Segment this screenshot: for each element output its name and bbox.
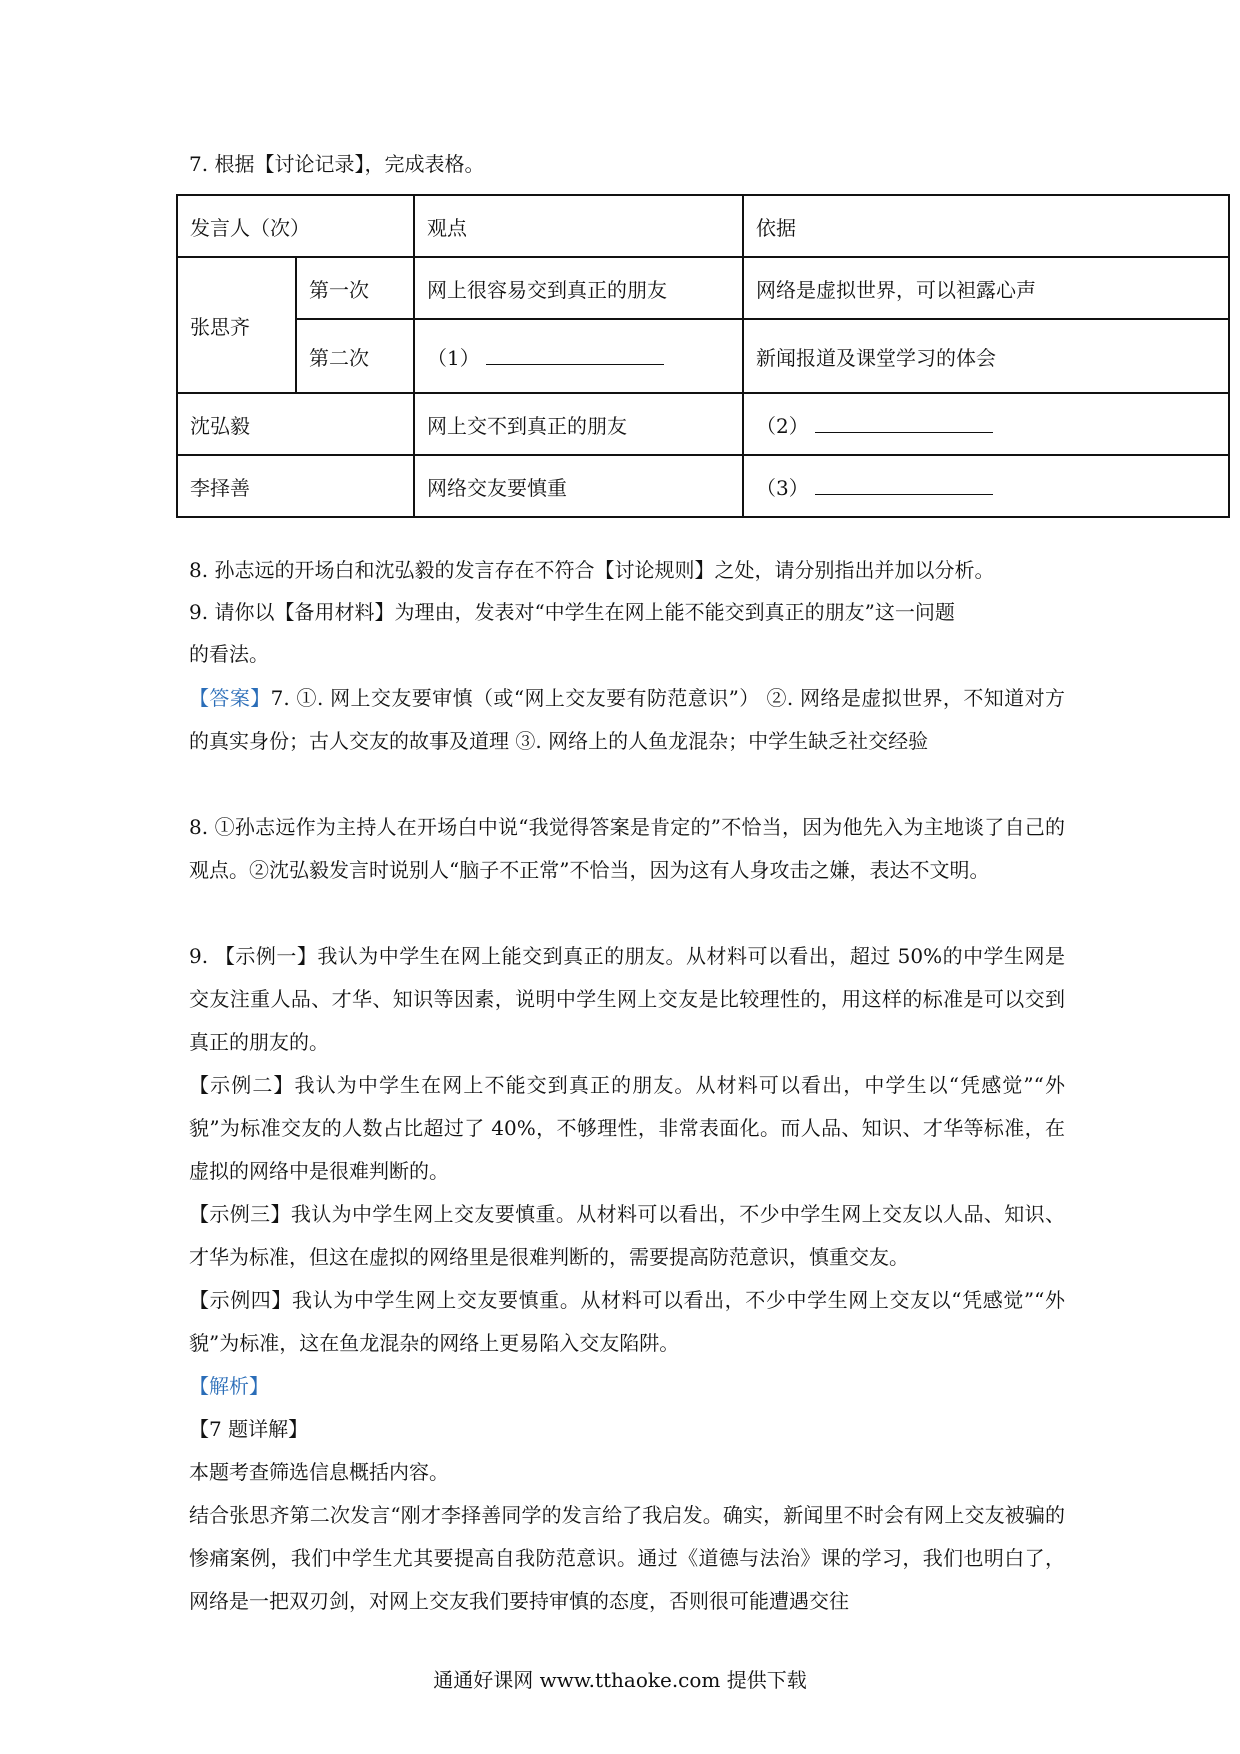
blank-number-2: （2） [756, 413, 809, 438]
detail-7-line-1: 本题考查筛选信息概括内容。 [189, 1460, 449, 1484]
answer-blank-3[interactable] [815, 474, 993, 495]
q8-text-before: 8. 孙志远的开场白和沈弘毅的发言存在 [189, 558, 535, 582]
view-cell: 网上很容易交到真正的朋友 [414, 257, 743, 319]
view-cell: 网上交不到真正的朋友 [414, 393, 743, 455]
speaker-shen: 沈弘毅 [177, 393, 414, 455]
basis-blank-cell [743, 455, 1229, 517]
emphasis-char: 不 [534, 558, 555, 582]
speaker-zhang: 张思齐 [177, 257, 296, 393]
table-header-row [177, 195, 1229, 257]
blank-number-1: （1） [427, 345, 480, 370]
detail-7-paragraph: 结合张思齐第二次发言“刚才李择善同学的发言给了我启发。确实，新闻里不时会有网上交友被骗的惨痛案例，我们中学生尤其要提高自我防范意识。通过《道德与法治》课的学习，我们也明白了，网络是一把双刃剑，对网上交友我们要持审慎的态度，否则很可能遭遇交往 [189, 1503, 1065, 1613]
answer-8: 8. ①孙志远作为主持人在开场白中说“我觉得答案是肯定的”不恰当，因为他先入为主地谈了自己的观点。②沈弘毅发言时说别人“脑子不正常”不恰当，因为这有人身攻击之嫌，表达不文明。 [189, 815, 1065, 882]
basis-cell: 网络是虚拟世界，可以袒露心声 [743, 257, 1229, 319]
detail-7-tag: 【7 题详解】 [189, 1417, 309, 1441]
speaker-turn-2: 第二次 [296, 319, 414, 393]
answer-9-example-3: 【示例三】我认为中学生网上交友要慎重。从材料可以看出，不少中学生网上交友以人品、知识、才华为标准，但这在虚拟的网络里是很难判断的，需要提高防范意识，慎重交友。 [189, 1202, 1065, 1269]
speaker-turn-1: 第一次 [296, 257, 414, 319]
answer-9-example-4: 【示例四】我认为中学生网上交友要慎重。从材料可以看出，不少中学生网上交友以“凭感觉”“外貌”为标准，这在鱼龙混杂的网络上更易陷入交友陷阱。 [189, 1288, 1065, 1355]
question-7-prompt: 7. 根据【讨论记录】，完成表格。 [189, 152, 485, 176]
question-9-line-1: 9. 请你以【备用材料】为理由，发表对“中学生在网上能不能交到真正的朋友”这一问题 [189, 600, 955, 624]
answer-9-example-2: 【示例二】我认为中学生在网上不能交到真正的朋友。从材料可以看出，中学生以“凭感觉”“外貌”为标准交友的人数占比超过了 40%，不够理性，非常表面化。而人品、知识、才华等标准，在虚拟的网络中是很难判断的。 [189, 1073, 1065, 1183]
table-row [177, 393, 1229, 455]
blank-number-3: （3） [756, 475, 809, 500]
page-footer: 通通好课网 www.tthaoke.com 提供下载 [433, 1668, 807, 1692]
answer-tag: 【答案】 [189, 686, 271, 710]
discussion-record-table [176, 194, 1230, 518]
answer-7-text: 7. ①. 网上交友要审慎（或“网上交友要有防范意识”） ②. 网络是虚拟世界，不知道对方的真实身份；古人交友的故事及道理 ③. 网络上的人鱼龙混杂；中学生缺乏社交经验 [189, 686, 1065, 753]
view-cell: 网络交友要慎重 [414, 455, 743, 517]
answer-blank-1[interactable] [486, 344, 664, 365]
table-row [177, 455, 1229, 517]
table-row [177, 319, 1229, 393]
header-basis: 依据 [743, 195, 1229, 257]
emphasis-char: 合 [574, 558, 595, 582]
basis-cell: 新闻报道及课堂学习的体会 [743, 319, 1229, 393]
question-8-prompt [189, 556, 1069, 584]
header-view: 观点 [414, 195, 743, 257]
emphasis-char: 符 [554, 558, 575, 582]
q8-text-after: 【讨论规则】之处，请分别指出并加以分析。 [594, 558, 995, 582]
header-speaker: 发言人（次） [177, 195, 414, 257]
view-blank-cell [414, 319, 743, 393]
answer-9-example-1: 9. 【示例一】我认为中学生在网上能交到真正的朋友。从材料可以看出，超过 50%的中学生网是交友注重人品、才华、知识等因素，说明中学生网上交友是比较理性的，用这样的标准是可以交到真正的朋友的。 [189, 944, 1065, 1054]
basis-blank-cell [743, 393, 1229, 455]
answer-blank-2[interactable] [815, 412, 993, 433]
speaker-li: 李择善 [177, 455, 414, 517]
analysis-tag: 【解析】 [189, 1374, 269, 1398]
answer-7 [189, 677, 1065, 763]
table-row [177, 257, 1229, 319]
question-9-line-2: 的看法。 [189, 642, 269, 666]
